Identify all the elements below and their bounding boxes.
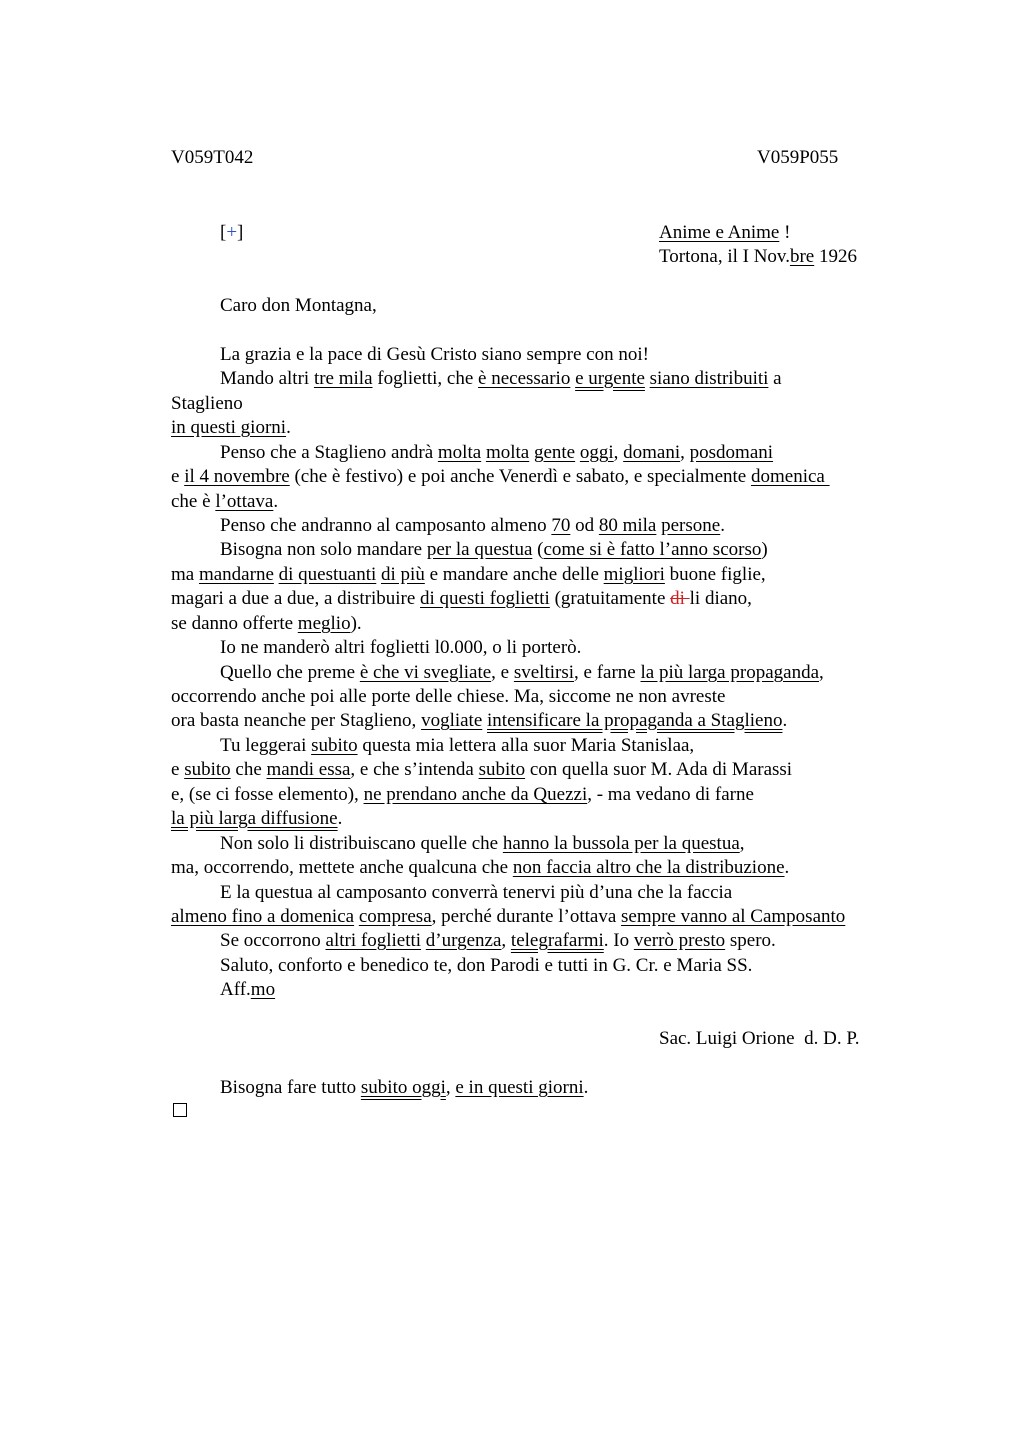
text-run: Se occorrono <box>220 930 326 951</box>
text-run: Bisogna non solo mandare <box>220 539 427 560</box>
body-line <box>220 832 745 856</box>
underlined-run: mandarne <box>198 564 274 585</box>
signature: Sac. Luigi Orione d. D. P. <box>659 1028 860 1049</box>
text-run: con quella suor M. Ada di Marassi <box>525 759 793 780</box>
text-run: a <box>768 368 782 389</box>
text-run: foglietti, che <box>372 368 479 389</box>
underlined-run: la più larga propaganda <box>640 662 819 683</box>
document-code-right: V059P055 <box>757 147 839 168</box>
body-line: La grazia e la pace di Gesù Cristo siano sempre con noi! <box>220 344 649 365</box>
text-run: . <box>286 417 291 438</box>
text-run: e, (se ci fosse elemento), <box>171 784 364 805</box>
underlined-run: siano distribuiti <box>649 368 769 389</box>
text-run: li diano, <box>689 588 752 609</box>
underlined-run: posdomani <box>689 442 774 463</box>
text-run: Penso che a Staglieno andrà <box>220 442 438 463</box>
underlined-run: domenica <box>750 466 830 487</box>
text-run: Bisogna fare tutto <box>220 1077 361 1098</box>
text-run: , <box>739 833 745 854</box>
salutation: Caro don Montagna, <box>220 295 377 316</box>
text-run: , <box>613 442 624 463</box>
title-text: Anime e Anime <box>659 222 780 243</box>
double-underlined-run: e urgente <box>575 368 645 389</box>
body-line <box>220 661 824 685</box>
text-run: . <box>337 808 343 829</box>
underlined-run: almeno fino a domenica <box>171 906 355 927</box>
text-run: ma, occorrendo, mettete anche qualcuna che <box>171 857 513 878</box>
underlined-run: di questuanti <box>278 564 377 585</box>
text-run: se danno offerte <box>171 613 298 634</box>
text-run: . <box>782 710 788 731</box>
body-line <box>171 905 845 929</box>
underlined-run: 80 mila <box>598 515 657 536</box>
underlined-run: domani <box>623 442 681 463</box>
text-run: , - ma vedano di farne <box>587 784 754 805</box>
body-line <box>171 807 342 831</box>
body-line: Saluto, conforto e benedico te, don Parodi e tutti in G. Cr. e Maria SS. <box>220 955 753 976</box>
text-run: buone figlie, <box>664 564 766 585</box>
text-run: . <box>784 857 790 878</box>
underlined-run: tre mila <box>313 368 373 389</box>
text-run: , <box>819 662 824 683</box>
double-underlined-run: telegrafarmi <box>510 930 604 951</box>
underlined-run: subito <box>478 759 526 780</box>
underlined-run: molta <box>437 442 482 463</box>
underlined-run: non faccia altro che la distribuzione <box>512 857 785 878</box>
deleted-run: di <box>670 588 690 609</box>
document-code-left: V059T042 <box>171 147 254 168</box>
underlined-run: oggi <box>579 442 614 463</box>
underlined-run: è che vi svegliate <box>359 662 492 683</box>
text-run: , perché durante l’ottava <box>431 906 622 927</box>
body-line <box>171 758 792 782</box>
text-run: . <box>720 515 725 536</box>
underlined-run: in questi giorni <box>171 417 287 438</box>
underlined-run: subito <box>184 759 231 780</box>
underlined-run: sempre vanno al Camposanto <box>621 906 846 927</box>
text-run: e <box>171 466 185 487</box>
underlined-run: meglio <box>297 613 351 634</box>
text-run: od <box>570 515 599 536</box>
underlined-run: gente <box>533 442 576 463</box>
date-year: 1926 <box>814 246 857 267</box>
letter-title <box>659 221 790 245</box>
double-underlined-run: subito oggi <box>360 1077 446 1098</box>
body-line <box>220 538 768 562</box>
underlined-run: migliori <box>603 564 665 585</box>
text-run: ( <box>532 539 544 560</box>
empty-checkbox-icon <box>173 1103 187 1117</box>
underlined-run: come si è fatto l’anno scorso <box>543 539 762 560</box>
cross-mark <box>220 221 243 245</box>
body-line <box>171 783 754 807</box>
body-line <box>171 465 830 489</box>
body-line: Io ne manderò altri foglietti l0.000, o li porterò. <box>220 637 582 658</box>
underlined-run: hanno la bussola per la questua <box>502 833 740 854</box>
body-line <box>171 709 787 733</box>
body-line <box>220 514 725 538</box>
body-line <box>220 441 773 465</box>
body-line <box>171 563 766 587</box>
underlined-run: mandi essa <box>266 759 351 780</box>
text-run: . <box>273 491 279 512</box>
text-run: Quello che preme <box>220 662 360 683</box>
body-line <box>171 587 752 611</box>
text-run: Penso che andranno al camposanto almeno <box>220 515 552 536</box>
text-run: , e farne <box>574 662 641 683</box>
text-run: , e <box>491 662 514 683</box>
underlined-run: per la questua <box>426 539 533 560</box>
body-line <box>220 734 694 758</box>
body-line <box>220 929 776 953</box>
text-run: . Io <box>603 930 634 951</box>
body-line: E la questua al camposanto converrà tenervi più d’una che la faccia <box>220 882 733 903</box>
underlined-run: subito <box>311 735 358 756</box>
underlined-run: altri foglietti <box>325 930 422 951</box>
text-run: Aff. <box>220 979 251 1000</box>
underlined-run: sveltirsi <box>513 662 575 683</box>
date-superscript: bre <box>789 246 815 267</box>
double-underlined-run: intensificare la propaganda a Staglieno <box>487 710 783 731</box>
body-line: occorrendo anche poi alle porte delle chiese. Ma, siccome ne non avreste <box>171 686 726 707</box>
date-prefix: Tortona, il I Nov. <box>659 246 790 267</box>
underlined-run: d’urgenza <box>425 930 502 951</box>
underlined-run: mo <box>250 979 276 1000</box>
text-run: che è <box>171 491 216 512</box>
text-run: . <box>583 1077 589 1098</box>
underlined-run: 70 <box>551 515 571 536</box>
underlined-run: l’ottava <box>215 491 274 512</box>
double-underlined-run: la più larga diffusione <box>171 808 338 829</box>
underlined-run: e in questi giorni <box>455 1077 584 1098</box>
text-run: ora basta neanche per Staglieno, <box>171 710 422 731</box>
underlined-run: di più <box>381 564 425 585</box>
body-line <box>171 612 362 636</box>
text-run: che <box>230 759 267 780</box>
text-run: questa mia lettera alla suor Maria Stanislaa, <box>357 735 695 756</box>
body-line <box>220 367 782 391</box>
underlined-run: vogliate <box>421 710 483 731</box>
text-run: (che è festivo) e poi anche Venerdì e sabato, e specialmente <box>289 466 751 487</box>
underlined-run: ne prendano anche da Quezzi <box>363 784 588 805</box>
text-run: Mando altri <box>220 368 314 389</box>
letter-date <box>659 245 857 269</box>
mark-open-bracket: [ <box>220 222 227 243</box>
text-run: , <box>501 930 511 951</box>
text-run: , e che s’intenda <box>350 759 479 780</box>
text-run: ). <box>350 613 362 634</box>
underlined-run: compresa <box>358 906 432 927</box>
text-run: spero. <box>725 930 776 951</box>
body-line: Staglieno <box>171 393 243 414</box>
text-run: ) <box>761 539 768 560</box>
underlined-run: persone <box>661 515 721 536</box>
text-run: (gratuitamente <box>549 588 671 609</box>
text-run: , <box>445 1077 456 1098</box>
body-line <box>171 856 789 880</box>
text-run: Tu leggerai <box>220 735 312 756</box>
title-end: ! <box>779 222 791 243</box>
underlined-run: molta <box>485 442 530 463</box>
closing-line <box>220 978 275 1002</box>
text-run: e mandare anche delle <box>424 564 604 585</box>
body-line <box>171 490 278 514</box>
underlined-run: verrò presto <box>633 930 726 951</box>
mark-close-bracket: ] <box>237 222 244 243</box>
text-run: ma <box>171 564 199 585</box>
text-run: Non solo li distribuiscano quelle che <box>220 833 503 854</box>
postscript <box>220 1076 588 1100</box>
underlined-run: è necessario <box>478 368 571 389</box>
text-run: magari a due a due, a distribuire <box>171 588 421 609</box>
text-run: e <box>171 759 185 780</box>
underlined-run: di questi foglietti <box>420 588 550 609</box>
text-run: , <box>680 442 690 463</box>
plus-link[interactable]: + <box>226 222 238 243</box>
body-line <box>171 416 291 440</box>
underlined-run: il 4 novembre <box>184 466 290 487</box>
